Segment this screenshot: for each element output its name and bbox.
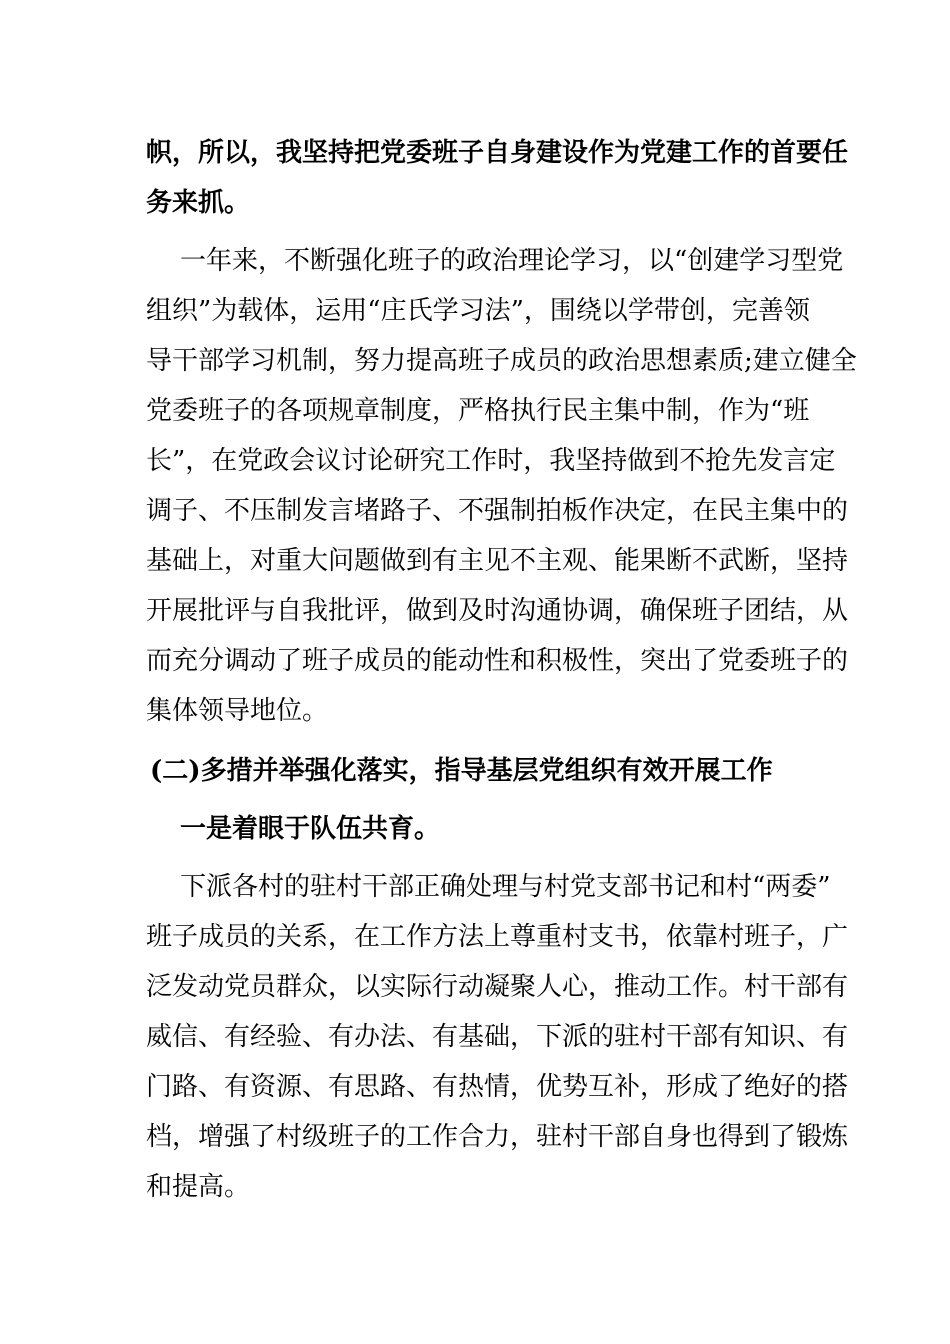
paragraph-1-line-1: 一年来，不断强化班子的政治理论学习，以“创建学习型党 [180, 246, 844, 276]
paragraph-1-line-3: 导干部学习机制，努力提高班子成员的政治思想素质;建立健全 [146, 346, 857, 376]
paragraph-2-line-6: 档，增强了村级班子的工作合力，驻村干部自身也得到了锻炼 [146, 1122, 849, 1152]
paragraph-1-line-10: 集体领导地位。 [146, 696, 329, 726]
paragraph-2-line-3: 泛发动党员群众，以实际行动凝聚人心，推动工作。村干部有 [146, 972, 849, 1002]
paragraph-2-line-4: 威信、有经验、有办法、有基础，下派的驻村干部有知识、有 [146, 1022, 849, 1052]
paragraph-1-line-7: 基础上，对重大问题做到有主见不主观、能果断不武断，坚持 [146, 546, 849, 576]
intro-line-2: 务来抓。 [146, 188, 251, 218]
intro-line-1: 帜，所以，我坚持把党委班子自身建设作为党建工作的首要任 [146, 138, 849, 168]
paragraph-1-line-9: 而充分调动了班子成员的能动性和积极性，突出了党委班子的 [146, 646, 849, 676]
paragraph-1-line-2: 组织”为载体，运用“庄氏学习法”，围绕以学带创，完善领 [146, 296, 810, 326]
subheading: 一是着眼于队伍共育。 [180, 814, 441, 844]
paragraph-2-line-2: 班子成员的关系，在工作方法上尊重村支书，依靠村班子，广 [146, 922, 849, 952]
paragraph-1-line-6: 调子、不压制发言堵路子、不强制拍板作决定，在民主集中的 [146, 496, 849, 526]
section-heading: (二)多措并举强化落实，指导基层党组织有效开展工作 [150, 756, 773, 786]
paragraph-1-line-5: 长”，在党政会议讨论研究工作时，我坚持做到不抢先发言定 [146, 446, 836, 476]
paragraph-2-line-5: 门路、有资源、有思路、有热情，优势互补，形成了绝好的搭 [146, 1072, 849, 1102]
paragraph-2-line-1: 下派各村的驻村干部正确处理与村党支部书记和村“两委” [180, 872, 831, 902]
paragraph-2-line-7: 和提高。 [146, 1172, 251, 1202]
paragraph-1-line-4: 党委班子的各项规章制度，严格执行民主集中制，作为“班 [146, 396, 810, 426]
paragraph-1-line-8: 开展批评与自我批评，做到及时沟通协调，确保班子团结，从 [146, 596, 849, 626]
